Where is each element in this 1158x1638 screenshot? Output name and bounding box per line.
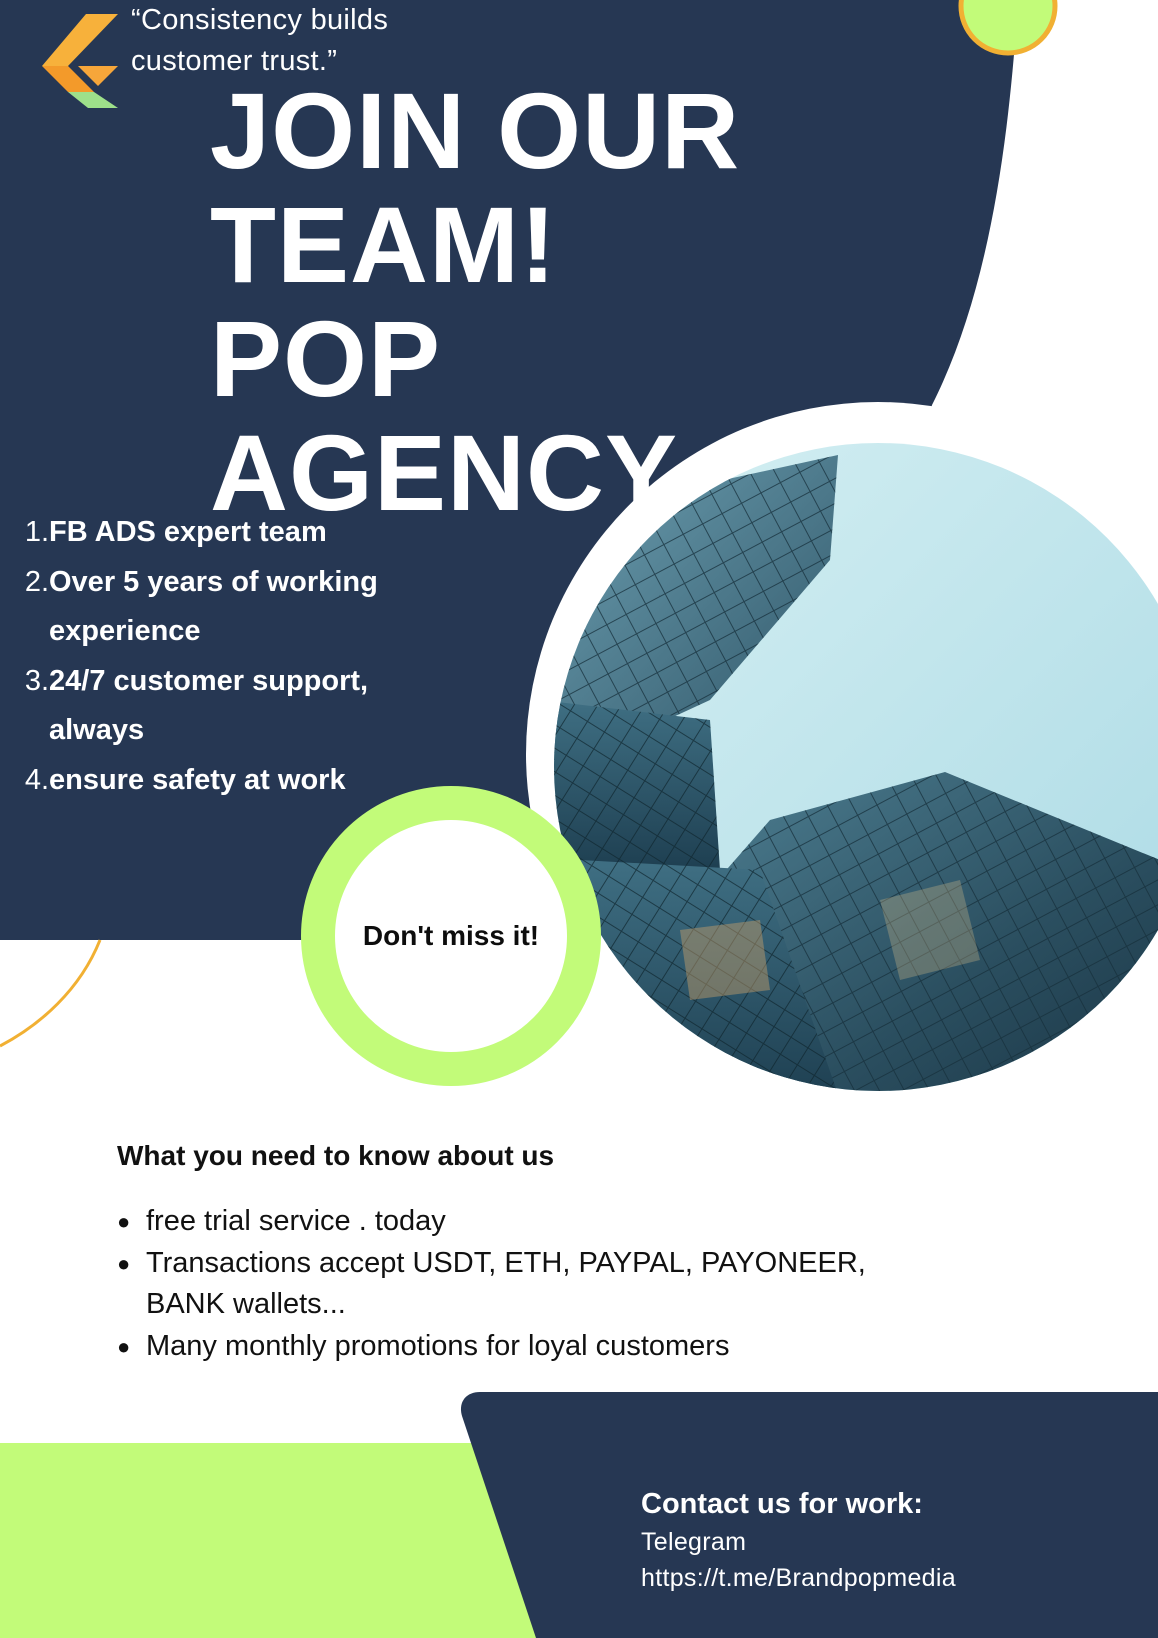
headline-line: POP — [210, 298, 442, 419]
contact-block — [641, 1484, 956, 1596]
bullet-icon: ● — [117, 1250, 131, 1276]
cta-label: Don't miss it! — [362, 920, 540, 951]
feature-number: 2. — [24, 565, 49, 598]
bullet-icon: ● — [117, 1333, 131, 1359]
feature-item — [16, 657, 436, 756]
headline-line: JOIN OUR — [210, 70, 741, 191]
about-item-text: Transactions accept USDT, ETH, PAYPAL, PAYONEER, BANK wallets... — [146, 1246, 866, 1320]
contact-channel: Telegram — [641, 1528, 747, 1556]
dont-miss-badge — [301, 786, 601, 1086]
headline — [210, 70, 741, 533]
feature-list — [16, 508, 436, 805]
about-item-text: Many monthly promotions for loyal customers — [146, 1329, 730, 1362]
feature-item — [16, 558, 436, 657]
contact-link[interactable]: https://t.me/Brandpopmedia — [641, 1564, 956, 1592]
feature-item — [16, 756, 436, 806]
about-title: What you need to know about us — [117, 1140, 555, 1171]
feature-number: 4. — [24, 763, 49, 796]
contact-title: Contact us for work: — [641, 1488, 923, 1520]
feature-text: Over 5 years of working experience — [49, 565, 378, 647]
about-item — [117, 1243, 937, 1326]
about-list — [117, 1201, 937, 1367]
headline-line: TEAM! — [210, 184, 557, 305]
feature-text: ensure safety at work — [49, 763, 346, 796]
feature-text: 24/7 customer support, always — [49, 664, 369, 746]
about-item-text: free trial service . today — [146, 1205, 446, 1237]
quote-text: “Consistency builds customer trust.” — [131, 4, 389, 77]
feature-text: FB ADS expert team — [49, 516, 327, 548]
feature-number: 1. — [24, 516, 49, 548]
about-item — [117, 1326, 937, 1368]
feature-number: 3. — [24, 664, 49, 697]
feature-item — [16, 508, 436, 558]
bullet-icon: ● — [117, 1209, 131, 1234]
about-item — [117, 1201, 937, 1243]
headline-line: AGENCY — [210, 412, 679, 533]
